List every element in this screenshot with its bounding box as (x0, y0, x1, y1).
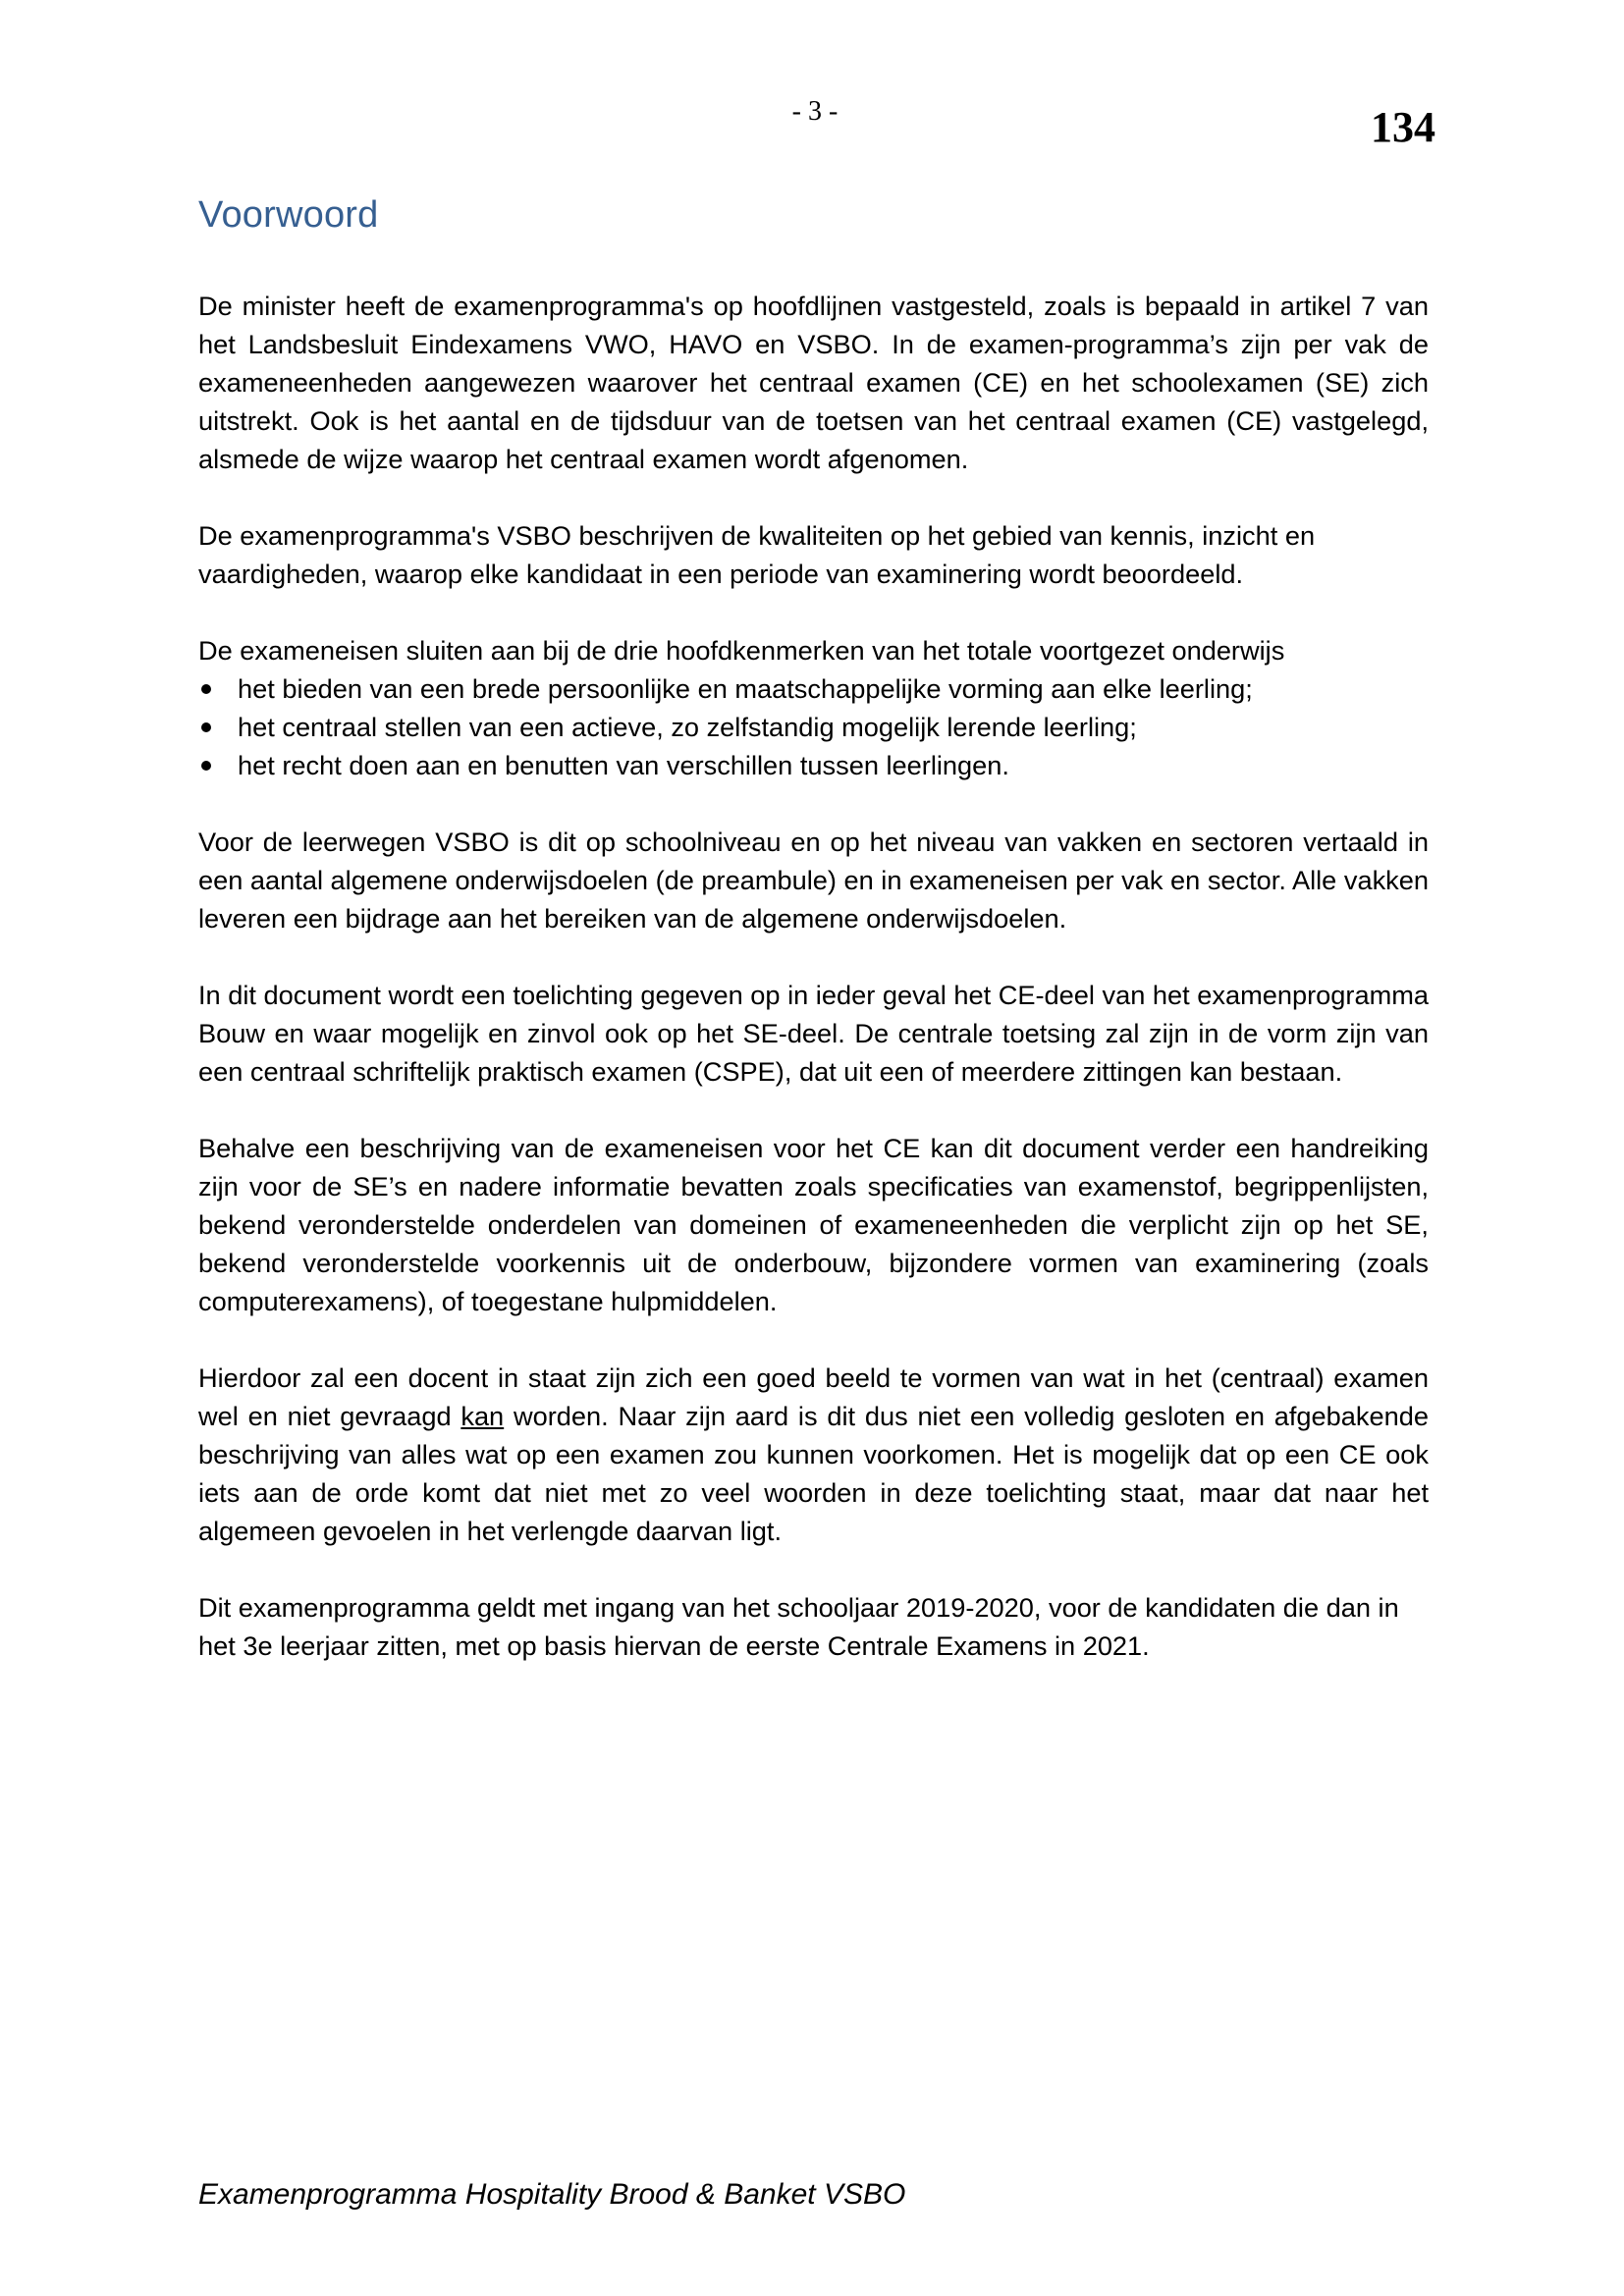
paragraph-7 (198, 1359, 1429, 1550)
list-item-text: het recht doen aan en benutten van verschillen tussen leerlingen. (238, 750, 1009, 780)
paragraph-5: In dit document wordt een toelichting gegeven op in ieder geval het CE-deel van het examenprogramma Bouw en waar mogelijk en zinvol ook op het SE-deel. De centrale toetsing zal zijn in de vorm zijn van een centraal schriftelijk praktisch examen (CSPE), dat uit een of meerdere zittingen kan bestaan. (198, 980, 1429, 1087)
page-number: - 3 - (791, 96, 839, 127)
list-item (198, 708, 1429, 746)
paragraph-4: Voor de leerwegen VSBO is dit op schoolniveau en op het niveau van vakken en sectoren vertaald in een aantal algemene onderwijsdoelen (de preambule) en in exameneisen per vak en sector. Alle vakken leveren een bijdrage aan het bereiken van de algemene onderwijsdoelen. (198, 827, 1429, 934)
paragraph-8: Dit examenprogramma geldt met ingang van het schooljaar 2019-2020, voor de kandidaten die dan in het 3e leerjaar zitten, met op basis hiervan de eerste Centrale Examens in 2021. (198, 1592, 1399, 1661)
paragraph-7-part-1: Hierdoor zal een docent in staat zijn zich een goed beeld te vormen van wat in het (centraal) examen wel en niet gevraagd (198, 1362, 1429, 1431)
list-item (198, 669, 1429, 708)
document-number: 134 (1371, 103, 1435, 151)
paragraph-7-part-2: worden. Naar zijn aard is dit dus niet een volledig gesloten en afgebakende beschrijving van alles wat op een examen zou kunnen voorkomen. Het is mogelijk dat op een CE ook iets aan de orde komt dat niet met zo veel woorden in deze toelichting staat, maar dat naar het algemeen gevoelen in het verlengde daarvan ligt. (198, 1401, 1429, 1546)
paragraph-2: De examenprogramma's VSBO beschrijven de kwaliteiten op het gebied van kennis, inzicht en vaardigheden, waarop elke kandidaat in een periode van examinering wordt beoordeeld. (198, 520, 1316, 589)
bullet-icon (201, 722, 211, 732)
body-text (198, 287, 1429, 1703)
section-heading: Voorwoord (198, 194, 379, 236)
bullet-list (198, 669, 1429, 784)
list-item-text: het bieden van een brede persoonlijke en maatschappelijke vorming aan elke leerling; (238, 673, 1253, 704)
paragraph-3-intro: De exameneisen sluiten aan bij de drie hoofdkenmerken van het totale voortgezet onderwijs (198, 635, 1285, 666)
paragraph-6: Behalve een beschrijving van de exameneisen voor het CE kan dit document verder een handreiking zijn voor de SE’s en nadere informatie bevatten zoals specificaties van examenstof, begrippenlijsten, bekend veronderstelde onderdelen van domeinen of exameneenheden die verplicht zijn op het SE, bekend veronderstelde voorkennis uit de onderbouw, bijzondere vormen van examinering (zoals computerexamens), of toegestane hulpmiddelen. (198, 1133, 1429, 1316)
page-footer: Examenprogramma Hospitality Brood & Banket VSBO (198, 2178, 906, 2211)
underlined-word: kan (460, 1401, 505, 1431)
bullet-icon (201, 684, 211, 694)
list-item-text: het centraal stellen van een actieve, zo zelfstandig mogelijk lerende leerling; (238, 712, 1137, 742)
list-item (198, 746, 1429, 784)
paragraph-1: De minister heeft de examenprogramma's op hoofdlijnen vastgesteld, zoals is bepaald in artikel 7 van het Landsbesluit Eindexamens VWO, HAVO en VSBO. In de examen-programma’s zijn per vak de exameneenheden aangewezen waarover het centraal examen (CE) en het schoolexamen (SE) zich uitstrekt. Ook is het aantal en de tijdsduur van de toetsen van het centraal examen (CE) vastgelegd, alsmede de wijze waarop het centraal examen wordt afgenomen. (198, 291, 1429, 474)
bullet-icon (201, 761, 211, 771)
